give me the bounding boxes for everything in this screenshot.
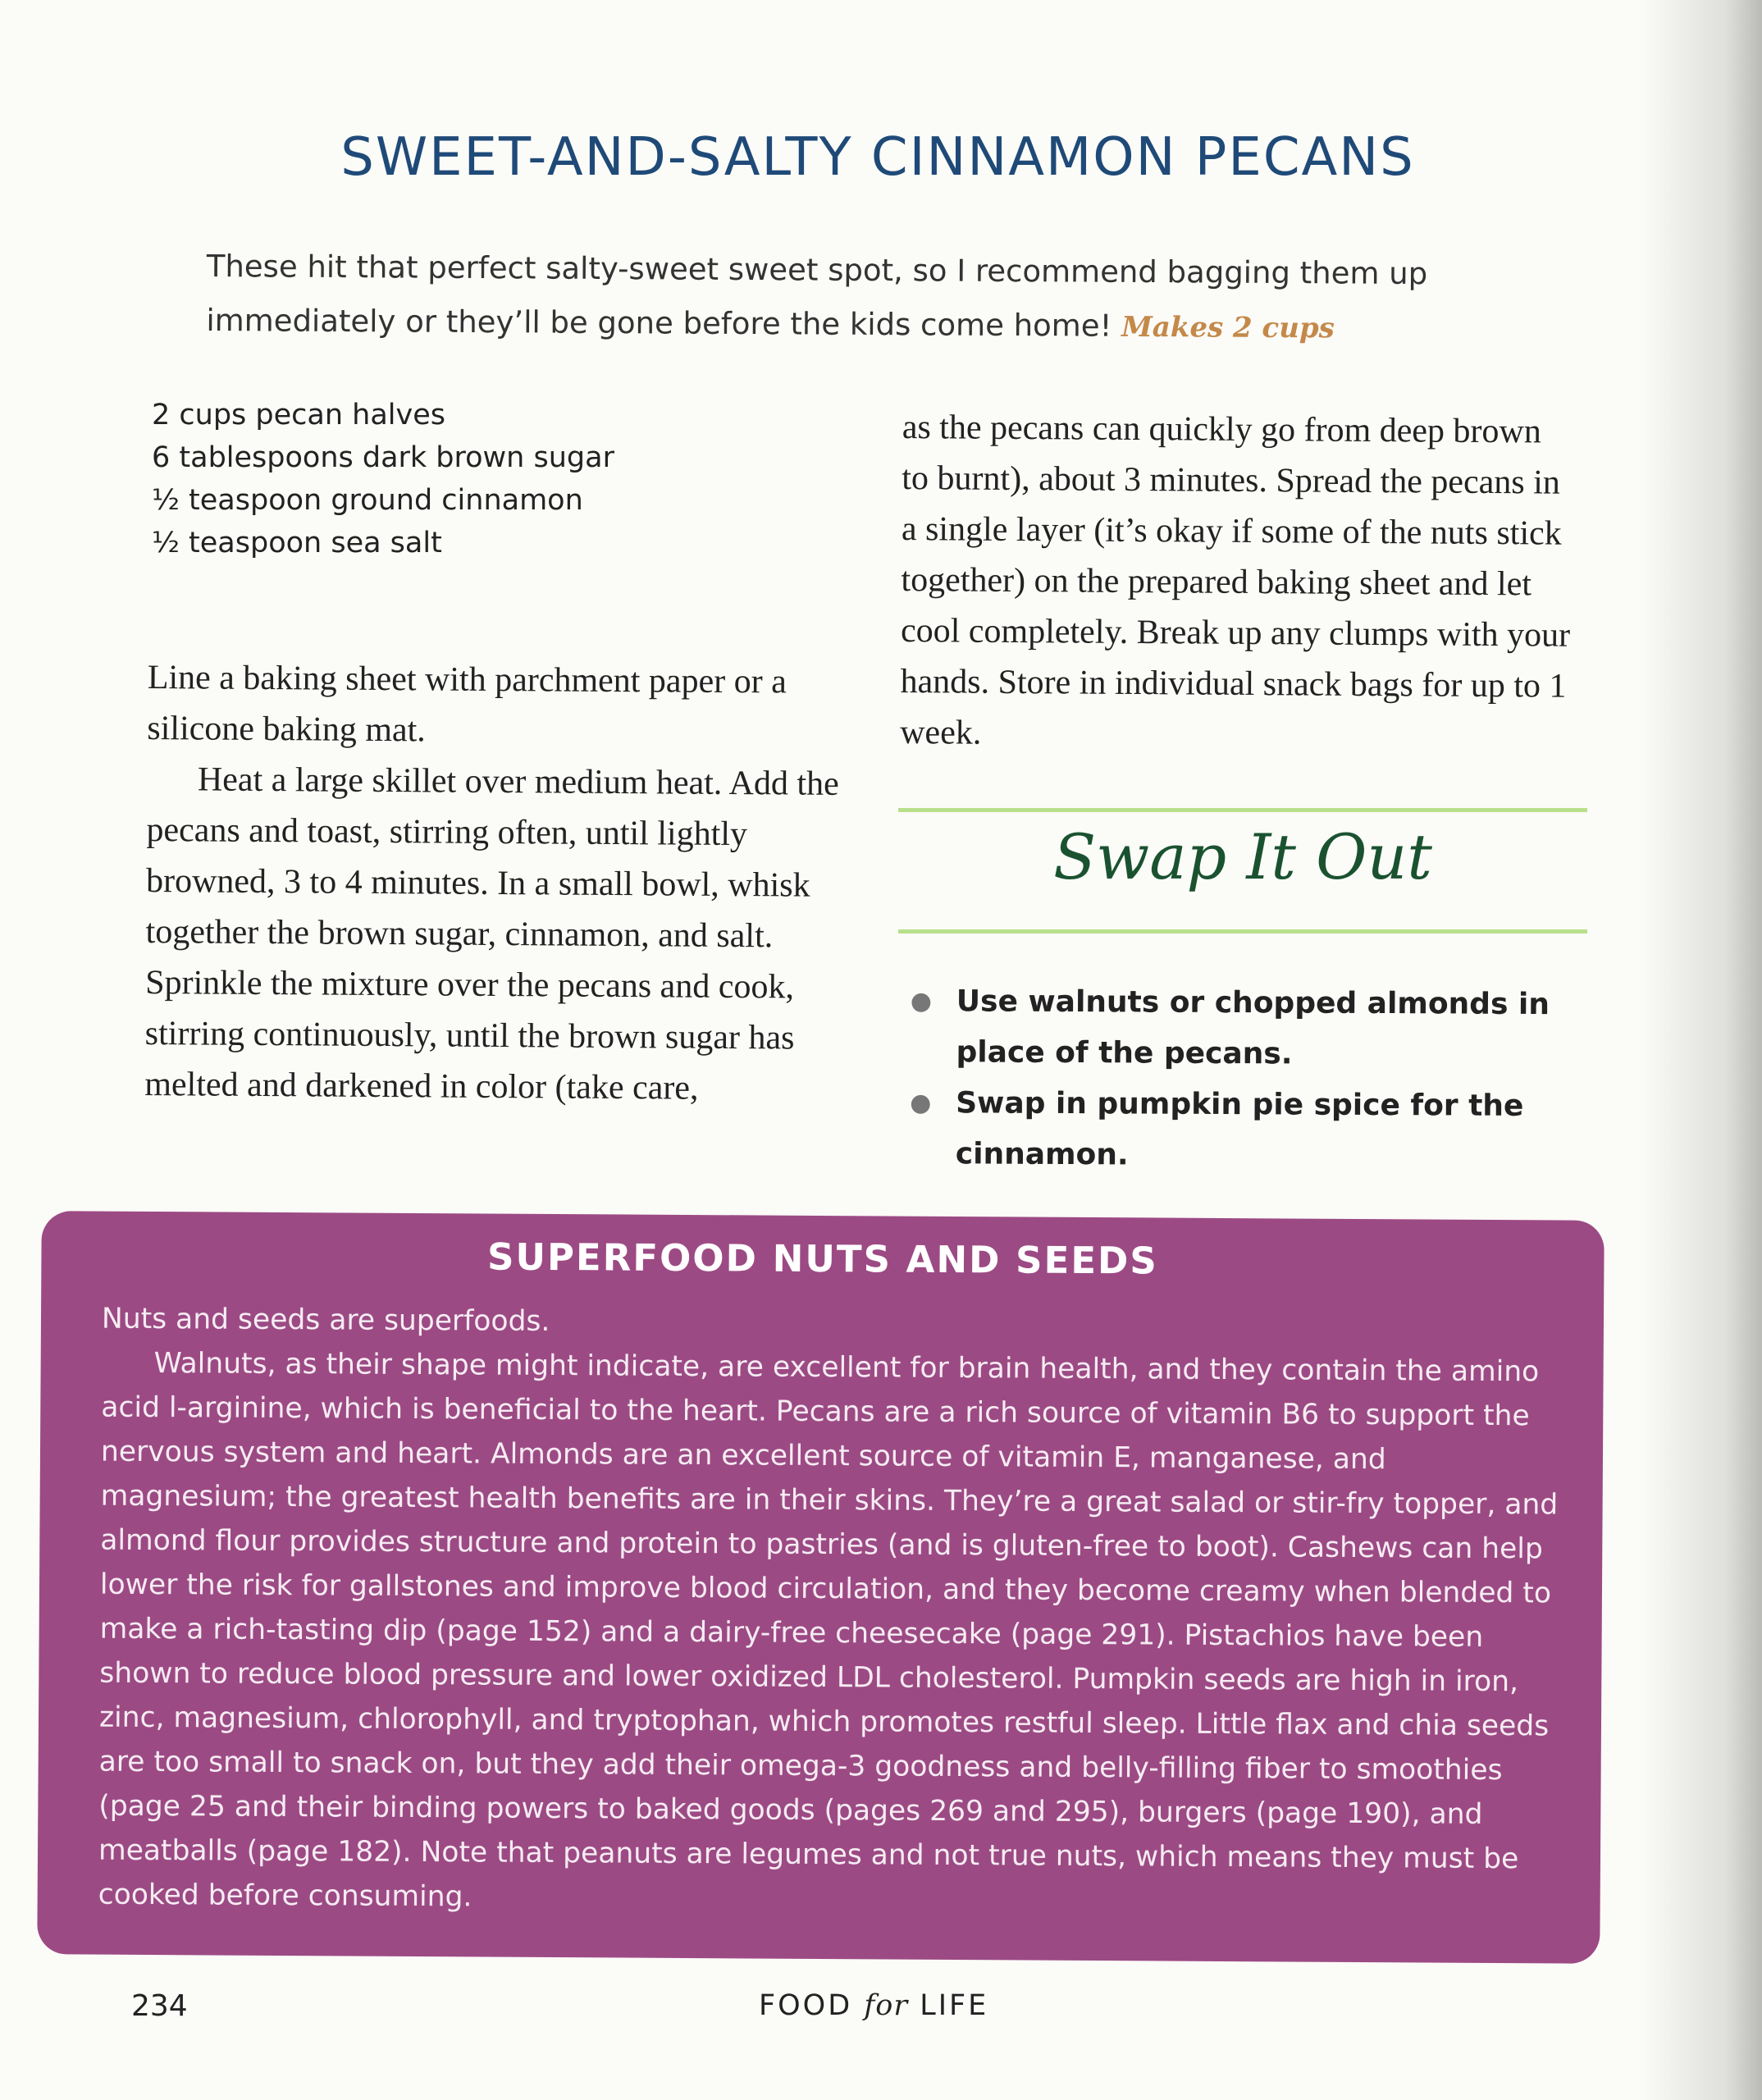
method-left-column xyxy=(144,652,870,1115)
method-step-continued: as the pecans can quickly go from deep brown to burnt), about 3 minutes. Spread the pecans in a single layer (it’s okay if some of the nuts stick together) on the prepared baking sheet and let cool completely. Break up any clumps with your hands. Store in individual snack bags for up to 1 week. xyxy=(900,408,1571,752)
swap-item xyxy=(910,1078,1583,1183)
swap-list xyxy=(910,976,1583,1183)
bullet-icon: ● xyxy=(910,986,933,1016)
swap-top-rule xyxy=(898,808,1587,812)
sidebar-paragraph: Walnuts, as their shape might indicate, are excellent for brain health, and they contain the amino acid l-arginine, which is beneficial to the heart. Pecans are a rich source of vitamin B6 to support the nervous system and heart. Almonds are an excellent source of vitamin E, manganese, and magnesium; the greatest health benefits are in their skins. They’re a great salad or stir-fry topper, and almond flour provides structure and protein to pastries (and is gluten-free to boot). Cashews can help lower the risk for gallstones and improve blood circulation, and they become creamy when blended to make a rich-tasting dip (page 152) and a dairy-free cheesecake (page 291). Pistachios have been shown to reduce blood pressure and lower oxidized LDL cholesterol. Pumpkin seeds are high in iron, zinc, magnesium, chlorophyll, and tryptophan, which promotes restful sleep. Little flax and chia seeds are too small to snack on, but they add their omega-3 goodness and belly-filling fiber to smoothies (page 25 and their binding powers to baked goods (pages 269 and 295), burgers (page 190), and meatballs (page 182). Note that peanuts are legumes and not true nuts, which means they must be cooked before consuming. xyxy=(98,1347,1559,1914)
page-number: 234 xyxy=(131,1989,188,2023)
recipe-yield: Makes 2 cups xyxy=(1121,310,1335,345)
swap-title: Swap It Out xyxy=(1053,820,1432,893)
swap-item-text: Use walnuts or chopped almonds in place of the pecans. xyxy=(956,984,1550,1071)
sidebar-text xyxy=(98,1297,1571,1926)
method-step: Line a baking sheet with parchment paper or a silicone baking mat. xyxy=(147,658,787,750)
swap-item xyxy=(910,976,1583,1081)
book-title xyxy=(759,1989,988,2022)
page-gutter-shadow xyxy=(1639,0,1762,2100)
bullet-icon: ● xyxy=(910,1088,932,1118)
sidebar-paragraph: Nuts and seeds are superfoods. xyxy=(101,1302,550,1338)
swap-bottom-rule xyxy=(898,929,1587,934)
sidebar-title: SUPERFOOD NUTS AND SEEDS xyxy=(486,1235,1158,1283)
recipe-intro xyxy=(206,240,1486,357)
ingredient-item: 6 tablespoons dark brown sugar xyxy=(152,441,614,474)
book-title-part: FOOD xyxy=(759,1989,865,2022)
recipe-intro-text: These hit that perfect salty-sweet sweet spot, so I recommend bagging them up immediately or they’ll be gone before the kids come home! xyxy=(206,248,1428,344)
book-title-part: LIFE xyxy=(908,1989,989,2022)
ingredient-item: 2 cups pecan halves xyxy=(152,399,445,431)
swap-item-text: Swap in pumpkin pie spice for the cinnamon. xyxy=(955,1086,1524,1172)
ingredient-list xyxy=(152,394,824,564)
ingredient-item: ½ teaspoon ground cinnamon xyxy=(152,484,583,517)
recipe-title: SWEET-AND-SALTY CINNAMON PECANS xyxy=(340,127,1415,188)
method-right-column xyxy=(900,402,1575,763)
sidebar-box xyxy=(37,1211,1604,1964)
method-step: Heat a large skillet over medium heat. Add the pecans and toast, stirring often, until lightly browned, 3 to 4 minutes. In a small bowl, whisk together the brown sugar, cinnamon, and salt. Sprinkle the mixture over the pecans and cook, stirring continuously, until the brown sugar has melted and darkened in color (take care, xyxy=(144,760,839,1107)
ingredient-item: ½ teaspoon sea salt xyxy=(152,527,442,559)
book-title-for: for xyxy=(864,1989,909,2022)
